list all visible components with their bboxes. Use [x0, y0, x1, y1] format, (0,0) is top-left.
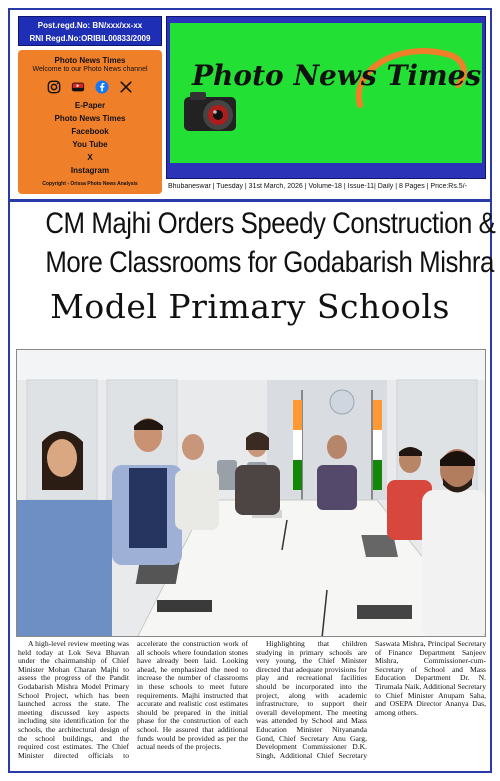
dateline: Bhubaneswar | Tuesday | 31st March, 2026 | Volume-18 | Issue-11| Daily | 8 Pages | Price:Rs.5/-	[168, 183, 467, 190]
masthead-banner	[166, 16, 486, 179]
link-x[interactable]: X	[87, 153, 93, 162]
registration-box	[18, 16, 162, 46]
link-photo-news-times[interactable]: Photo News Times	[54, 114, 126, 123]
link-youtube[interactable]: You Tube	[72, 140, 108, 149]
headline	[12, 204, 496, 332]
article-paragraph-1: A high-level review meeting was held today at Lok Seva Bhavan under the chairmanship of Chief Minister Mohan Charan Majhi to assess the progress of the Pandit Godabarish Mishra Model Primary School Project, which has been launched across the state. The meeting discussed key aspects including site identification for the schools, the architectural design of the school buildings, and the required cost estimates. The Chief Minister directed officials to accelerate the construction work of all schools where foundation stones have already been laid. Looking ahead, he emphasized the need to increase the number of classrooms in these schools to meet future requirements. Majhi instructed that accurate and realistic cost estimates should be prepared in the initial phase for the construction of each school. He assured that additional funds would be provided as per the actual needs of the projects.	[18, 640, 248, 760]
newspaper-title	[192, 59, 481, 92]
camera-icon	[180, 89, 252, 137]
panel-title: Photo News Times	[54, 56, 126, 65]
meeting-photo	[16, 349, 486, 637]
link-facebook[interactable]: Facebook	[71, 127, 109, 136]
panel-links	[18, 99, 162, 177]
social-links-panel	[18, 50, 162, 194]
banner-green-area	[170, 23, 482, 163]
link-epaper[interactable]: E-Paper	[74, 101, 106, 110]
copyright-text: Copyright - Orissa Photo News Analysis	[42, 181, 138, 187]
title-photo-news: Photo News	[192, 59, 377, 92]
link-instagram[interactable]: Instagram	[70, 166, 110, 175]
x-icon[interactable]	[119, 80, 133, 94]
title-times: Times	[386, 59, 482, 92]
headline-line-2: More Classrooms for Godabarish Mishra	[45, 246, 494, 279]
rni-regd-number: RNI Regd.No:ORIBIL00833/2009	[29, 34, 151, 43]
instagram-icon[interactable]	[47, 80, 61, 94]
divider-rule	[10, 199, 490, 202]
facebook-icon[interactable]	[95, 80, 109, 94]
social-icon-row	[18, 79, 162, 95]
article-paragraph-2: Highlighting that children studying in primary schools are very young, the Chief Minister directed that adequate provisions for play and recreational facilities should be incorporated into the project, along with academic infrastructure, to support their overall development. The meeting was attended by School and Mass Education Minister Nityananda Gond, Chief Secretary Anu Garg, Development Commissioner D.K. Singh, Additional Chief Secretary Saswata Mishra, Principal Secretary of Finance Department Sanjeev Mishra, Commissioner-cum-Secretary of School and Mass Education Department Dr. N. Tirumala Naik, Additional Secretary to Chief Minister Anupam Saha, and OSEPA Director Ananya Das, among others.	[256, 640, 486, 760]
panel-welcome: Welcome to our Photo News channel	[32, 66, 148, 73]
youtube-icon[interactable]	[71, 80, 85, 94]
headline-line-1: CM Majhi Orders Speedy Construction &	[45, 207, 496, 240]
post-regd-number: Post.regd.No: BN/xxx/xx-xx	[37, 21, 143, 30]
headline-line-3: Model Primary Schools	[50, 287, 450, 326]
article-body	[18, 640, 486, 768]
